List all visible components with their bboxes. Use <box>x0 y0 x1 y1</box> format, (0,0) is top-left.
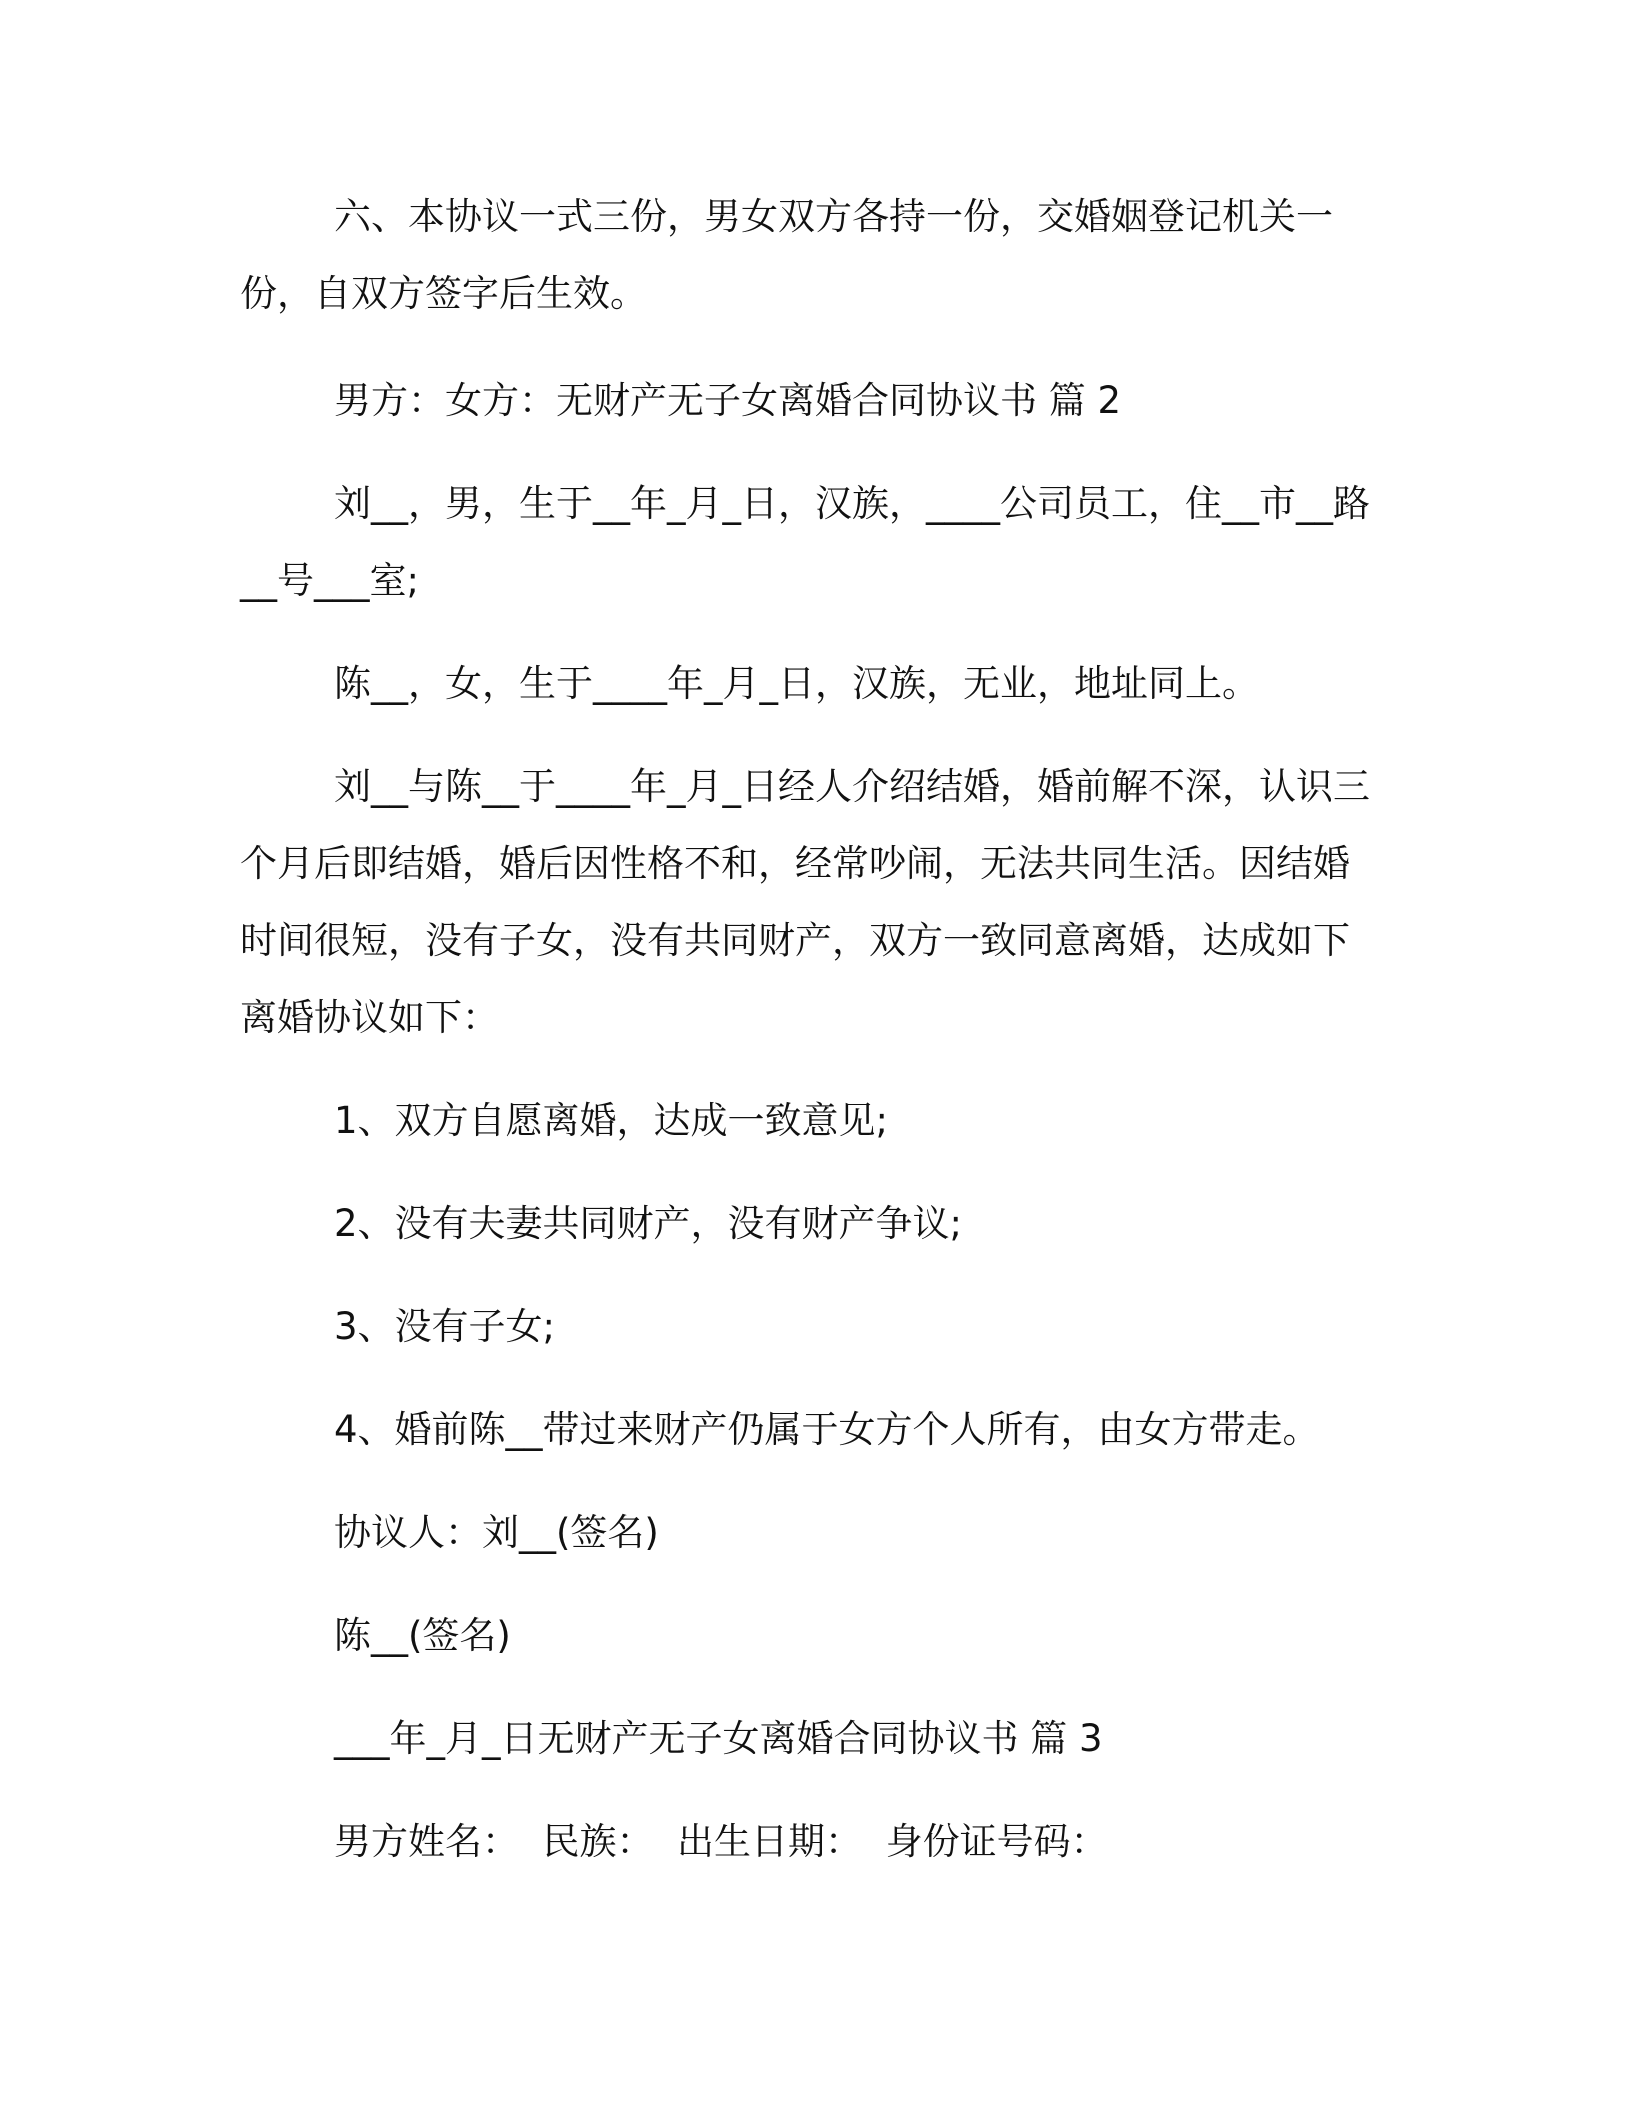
list-item-1: 1、双方自愿离婚，达成一致意见; <box>334 1099 889 1142</box>
paragraph-background: 刘__与陈__于____年_月_日经人介绍结婚，婚前解不深，认识三个月后即结婚，婚后因性格不和，经常吵闹，无法共同生活。因结婚时间很短，没有子女，没有共同财产，双方一致同意离婚，达成如下离婚协议如下： <box>240 765 1370 1039</box>
paragraph-signatures-and-title-2: 男方：女方：无财产无子女离婚合同协议书 篇 2 <box>334 379 1122 422</box>
signature-liu: 协议人：刘__(签名) <box>334 1511 659 1554</box>
paragraph-party-chen: 陈__，女，生于____年_月_日，汉族，无业，地址同上。 <box>334 662 1259 705</box>
list-item-3: 3、没有子女; <box>334 1305 556 1348</box>
male-info-fields: 男方姓名： 民族： 出生日期： 身份证号码： <box>334 1820 1108 1863</box>
list-item-4: 4、婚前陈__带过来财产仍属于女方个人所有，由女方带走。 <box>334 1408 1320 1451</box>
paragraph-party-liu: 刘__，男，生于__年_月_日，汉族，____公司员工，住__市__路__号___室; <box>240 482 1370 602</box>
signature-chen: 陈__(签名) <box>334 1614 511 1657</box>
paragraph-effect-clause: 六、本协议一式三份，男女双方各持一份，交婚姻登记机关一份，自双方签字后生效。 <box>240 195 1333 315</box>
date-and-title-3: ___年_月_日无财产无子女离婚合同协议书 篇 3 <box>334 1717 1103 1760</box>
list-item-2: 2、没有夫妻共同财产，没有财产争议; <box>334 1202 963 1245</box>
